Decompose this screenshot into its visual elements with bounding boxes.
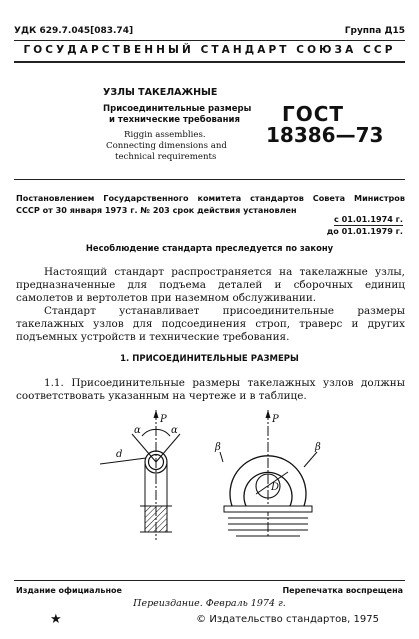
decree-line1: Постановлением Государственного комитета стандартов Совета Министров bbox=[16, 193, 405, 203]
d-leader bbox=[100, 458, 146, 464]
document-subtitle-line2: и технические требования bbox=[109, 115, 240, 125]
d-label: d bbox=[116, 449, 123, 460]
p-label-right: P bbox=[272, 414, 279, 425]
reprint-prohibited: Перепечатка воспрещена bbox=[282, 586, 403, 595]
p-label-left: P bbox=[160, 414, 167, 425]
udk-code: УДК 629.7.045[083.74] bbox=[14, 26, 134, 36]
copyright-notice: © Издательство стандартов, 1975 bbox=[196, 614, 379, 625]
english-title-line3: technical requirements bbox=[115, 152, 217, 162]
beta-label-left: β bbox=[215, 442, 221, 453]
english-title-line1: Riggin assemblies. bbox=[124, 130, 206, 140]
paragraph-purpose: Стандарт устанавливает присоединительные размеры такелажных узлов для подсоединения строп, траверс и других подъемных устройств и технические требования. bbox=[16, 305, 405, 344]
p-arrow-left bbox=[154, 410, 159, 418]
front-view bbox=[220, 410, 317, 538]
document-subtitle-line1: Присоединительные размеры bbox=[103, 104, 252, 114]
group-code: Группа Д15 bbox=[344, 26, 405, 36]
D-label: D bbox=[271, 482, 280, 493]
penalty-notice: Несоблюдение стандарта преследуется по закону bbox=[85, 243, 334, 253]
paragraph-scope: Настоящий стандарт распространяется на такелажные узлы, предназначенные для подъема деталей и сборочных единиц самолетов и вертолетов при наземном обслуживании. bbox=[16, 266, 405, 305]
beta-label-right: β bbox=[315, 442, 321, 453]
official-edition: Издание официальное bbox=[16, 586, 122, 595]
effective-from: с 01.01.1974 г. bbox=[334, 214, 403, 224]
document-title: УЗЛЫ ТАКЕЛАЖНЫЕ bbox=[103, 87, 218, 98]
state-standard-banner: ГОСУДАРСТВЕННЫЙ СТАНДАРТ СОЮЗА ССР bbox=[23, 44, 396, 56]
beta-leader-left bbox=[220, 452, 223, 462]
section-heading: 1. ПРИСОЕДИНИТЕЛЬНЫЕ РАЗМЕРЫ bbox=[120, 354, 299, 364]
rigging-assembly-drawing bbox=[60, 410, 360, 560]
reissue-note: Переиздание. Февраль 1974 г. bbox=[133, 598, 286, 609]
effective-to: до 01.01.1979 г. bbox=[326, 226, 403, 236]
alpha-label-right: α bbox=[171, 425, 178, 436]
star-mark: ★ bbox=[50, 612, 62, 627]
paragraph-1-1: 1.1. Присоединительные размеры такелажных узлов должны соответствовать указанным на чертеже и в таблице. bbox=[16, 377, 405, 403]
decree-line2: СССР от 30 января 1973 г. № 203 срок действия установлен bbox=[16, 205, 297, 215]
beta-leader-right bbox=[304, 452, 317, 467]
gost-number: 18386—73 bbox=[266, 123, 384, 147]
english-title-line2: Connecting dimensions and bbox=[106, 141, 227, 151]
alpha-label-left: α bbox=[134, 425, 141, 436]
p-arrow-right bbox=[266, 410, 271, 418]
gost-label: ГОСТ bbox=[282, 102, 345, 126]
